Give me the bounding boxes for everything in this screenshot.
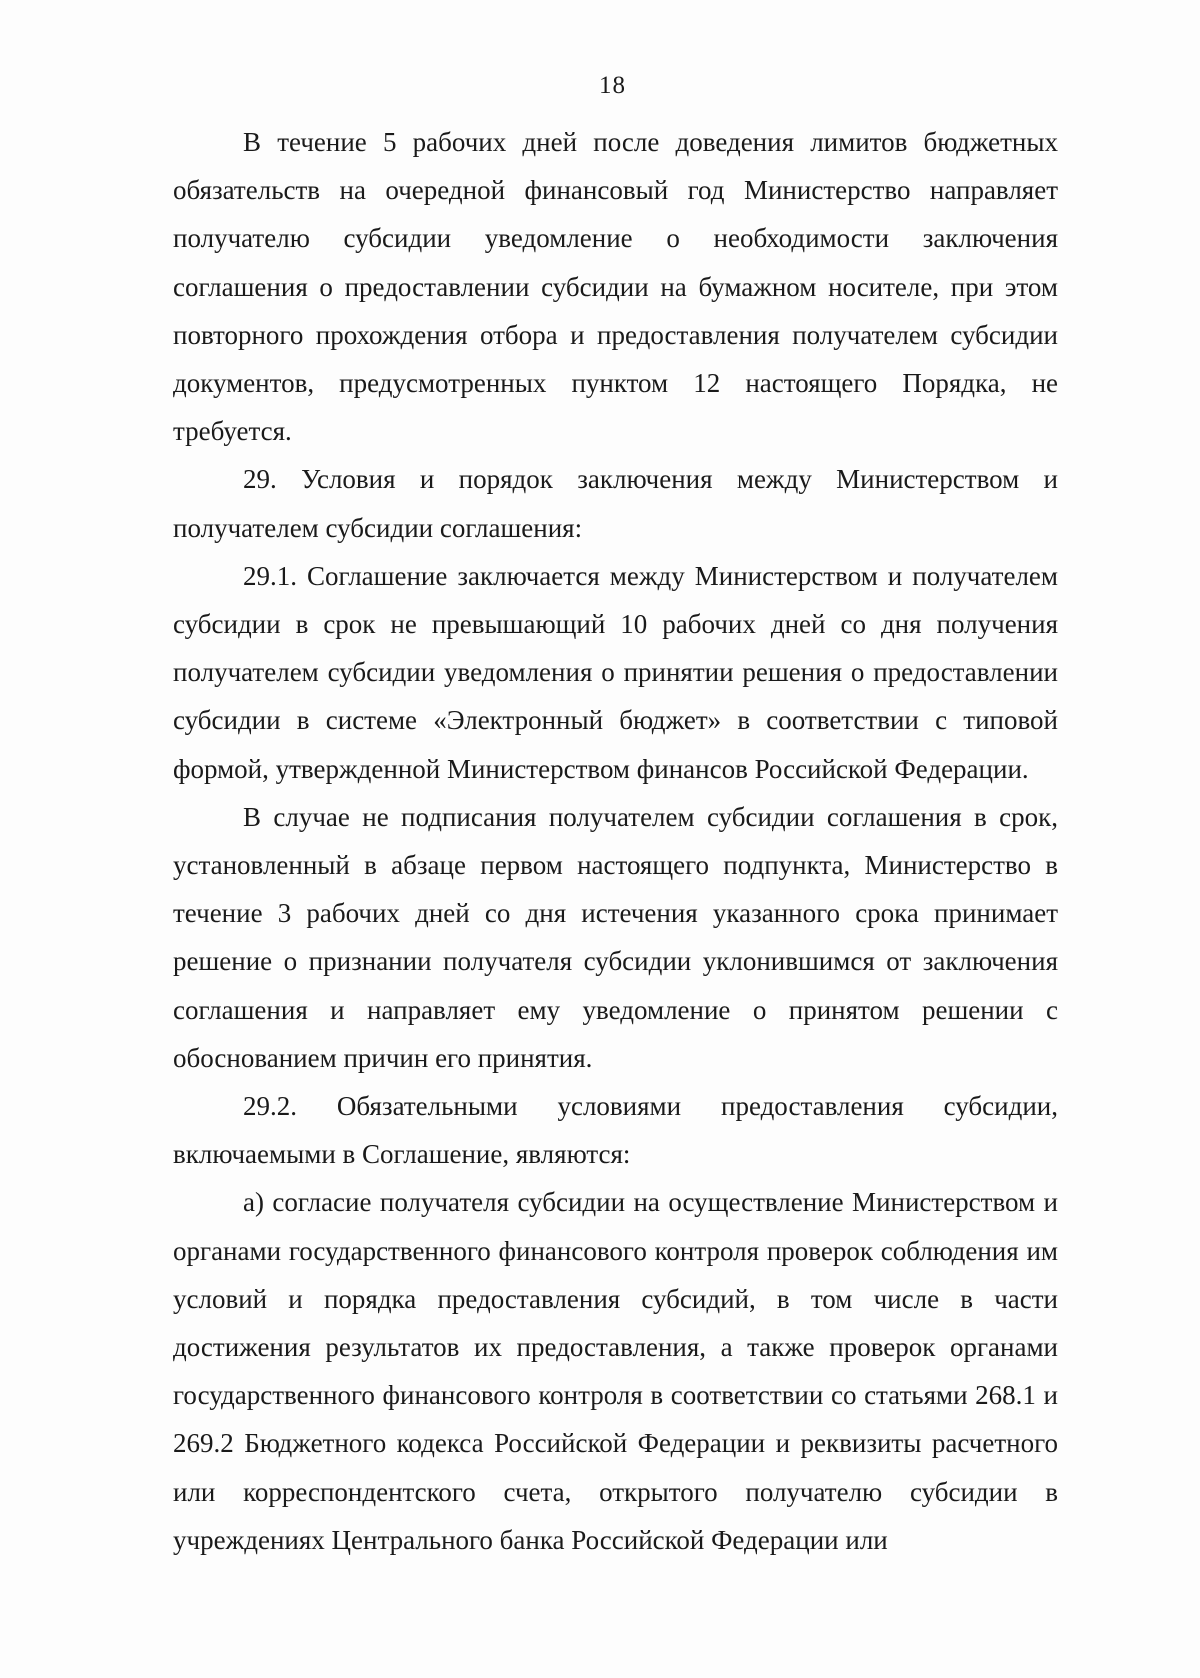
paragraph-budget-limits-notice: В течение 5 рабочих дней после доведения лимитов бюджетных обязательств на очередной финансовый год Министерство направляет получателю субсидии уведомление о необходимости заключения соглашения о предоставлении субсидии на бумажном носителе, при этом повторного прохождения отбора и предоставления получателем субсидии документов, предусмотренных пунктом 12 настоящего Порядка, не требуется. — [173, 127, 1058, 447]
paragraph-unsigned-agreement: В случае не подписания получателем субсидии соглашения в срок, установленный в абзаце первом настоящего подпункта, Министерство в течение 3 рабочих дней со дня истечения указанного срока принимает решение о признании получателя субсидии уклонившимся от заключения соглашения и направляет ему уведомление о принятом решении с обоснованием причин его принятия. — [173, 801, 1058, 1073]
paragraph-29-2-mandatory-conditions: 29.2. Обязательными условиями предоставления субсидии, включаемыми в Соглашение, являются: — [173, 1091, 1058, 1170]
document-body — [173, 118, 1058, 1564]
paragraph-29-agreement-conditions: 29. Условия и порядок заключения между Министерством и получателем субсидии соглашения: — [173, 464, 1058, 543]
page-number: 18 — [599, 72, 626, 99]
paragraph-a-consent-to-audits: а) согласие получателя субсидии на осуществление Министерством и органами государственного финансового контроля проверок соблюдения им условий и порядка предоставления субсидий, в том числе в части достижения результатов их предоставления, а также проверок органами государственного финансового контроля в соответствии со статьями 268.1 и 269.2 Бюджетного кодекса Российской Федерации и реквизиты расчетного или корреспондентского счета, открытого получателю субсидии в учреждениях Центрального банка Российской Федерации или — [173, 1187, 1058, 1555]
paragraph-29-1-agreement-term: 29.1. Соглашение заключается между Министерством и получателем субсидии в срок не превышающий 10 рабочих дней со дня получения получателем субсидии уведомления о принятии решения о предоставлении субсидии в системе «Электронный бюджет» в соответствии с типовой формой, утвержденной Министерством финансов Российской Федерации. — [173, 560, 1058, 784]
